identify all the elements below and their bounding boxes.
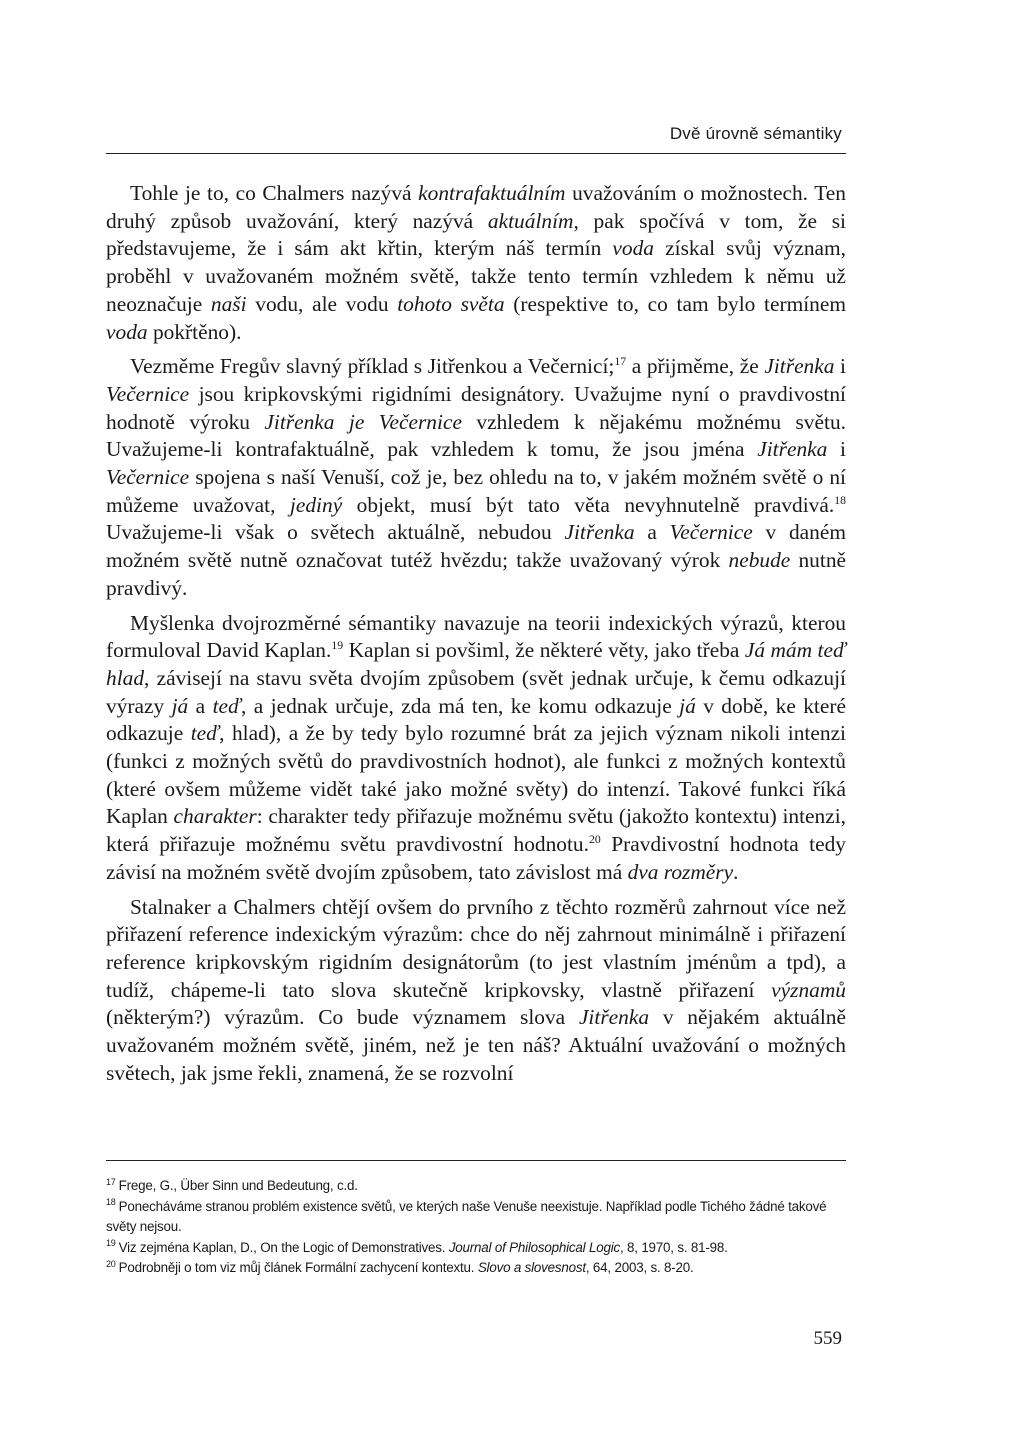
body-text <box>106 180 846 1095</box>
italic-term: Jitřenka <box>578 1005 650 1030</box>
page-number: 559 <box>813 1328 842 1349</box>
italic-term: Jitřenka <box>764 354 835 379</box>
italic-term: já <box>171 693 189 718</box>
footnote-number: 19 <box>106 1238 116 1249</box>
paragraph-2: Vezměme Fregův slavný příklad s Jitřenkou a Večernicí;$^{17}$ a přijměme, že Jitřenka i Večernice jsou kripkovskými rigidními designátory. Uvažujme nyní o pravdivostní hodnotě výroku Jitřenka je Večernice vzhledem k nějakému možnému světu. Uvažujeme-li kontrafaktuálně, pak vzhledem k tomu, že jsou jména Jitřenka i Večernice spojena s naší Venuší, což je, bez ohledu na to, v jakém možném světě o ní můžeme uvažovat, jediný objekt, musí být tato věta nevyhnutelně pravdivá.$^{18}$ Uvažujeme-li však o světech aktuálně, nebudou Jitřenka a Večernice v daném možném světě nutně označovat tutéž hvězdu; takže uvažovaný výrok nebude nutně pravdivý. <box>106 354 847 600</box>
footnote-text: Viz zejména Kaplan, D., On the Logic of Demonstratives. Journal of Philosophical Logic, 8, 1970, s. 81-98. <box>118 1239 728 1255</box>
footnote-text: Frege, G., Über Sinn und Bedeutung, c.d. <box>118 1178 358 1193</box>
footnotes <box>106 1176 846 1279</box>
italic-term: teď <box>212 693 242 718</box>
footnote-number: 20 <box>106 1258 116 1269</box>
italic-term: Journal of Philosophical Logic <box>448 1239 620 1255</box>
footnote-ref: 17 <box>614 355 627 369</box>
footnote-rule <box>106 1160 846 1161</box>
italic-term: voda <box>612 236 655 261</box>
italic-term: naši <box>210 291 247 316</box>
footnote-ref: 20 <box>588 833 601 847</box>
footnote-18 <box>106 1197 846 1238</box>
footnote-20 <box>106 1258 846 1279</box>
footnote-17 <box>106 1176 846 1197</box>
footnote-text: Podrobněji o tom viz můj článek Formální zachycení kontextu. Slovo a slovesnost, 64, 2003, s. 8-20. <box>118 1260 694 1275</box>
footnote-text: Ponecháváme stranou problém existence světů, ve kterých naše Venuše neexistuje. Například podle Tichého žádné takové světy nejsou. <box>106 1198 827 1234</box>
footnote-19 <box>106 1238 846 1259</box>
italic-term: Jitřenka <box>564 520 635 545</box>
italic-term: dva rozměry <box>627 859 734 884</box>
italic-term: voda <box>106 319 148 344</box>
italic-term: Já mám teď hlad <box>106 638 846 690</box>
italic-term: teď <box>190 721 220 746</box>
italic-term: významů <box>771 977 846 1002</box>
footnote-number: 17 <box>106 1176 116 1187</box>
paragraph-4: Stalnaker a Chalmers chtějí ovšem do prvního z těchto rozměrů zahrnout více než přiřazení reference indexickým výrazům: chce do něj zahrnout minimálně i přiřazení reference kripkovským rigidním designátorům (to jest vlastním jménům a tpd), a tudíž, chápeme-li tato slova skutečně kripkovsky, vlastně přiřazení významů (některým?) výrazům. Co bude významem slova Jitřenka v nějakém aktuálně uvažovaném možném světě, jiném, než je ten náš? Aktuální uvažování o možných světech, jak jsme řekli, znamená, že se rozvolní <box>106 894 846 1085</box>
italic-term: kontrafaktuálním <box>418 181 566 205</box>
paragraph-1: Tohle je to, co Chalmers nazývá kontrafaktuálním uvažováním o možnostech. Ten druhý způsob uvažování, který nazývá aktuálním, pak spočívá v tom, že si představujeme, že i sám akt křtin, kterým náš termín voda získal svůj význam, proběhl v uvažovaném možném světě, takže tento termín vzhledem k němu už neoznačuje naši vodu, ale vodu tohoto světa (respektive to, co tam bylo termínem voda pokřtěno). <box>106 181 847 344</box>
italic-term: charakter <box>173 804 257 829</box>
italic-term: tohoto světa <box>397 291 505 316</box>
italic-term: Jitřenka je Večernice <box>264 409 462 434</box>
italic-term: já <box>679 693 696 718</box>
italic-term: Večernice <box>669 520 753 545</box>
italic-term: Večernice <box>106 381 190 406</box>
paragraph-3: Myšlenka dvojrozměrné sémantiky navazuje na teorii indexických výrazů, kterou formuloval David Kaplan.$^{19}$ Kaplan si povšiml, že některé věty, jako třeba Já mám teď hlad, závisejí na stavu světa dvojím způsobem (svět jednak určuje, k čemu odkazují výrazy já a teď, a jednak určuje, zda má ten, ke komu odkazuje já v době, ke které odkazuje teď, hlad), a že by tedy bylo rozumné brát za jejich význam nikoli intenzi (funkci z možných světů do pravdivostních hodnot), ale funkci z možných kontextů (které ovšem můžeme vidět také jako možné světy) do intenzí. Takové funkci říká Kaplan charakter: charakter tedy přiřazuje možnému světu (jakožto kontextu) intenzi, která přiřazuje možnému světu pravdivostní hodnotu.$^{20}$ Pravdivostní hodnota tedy závisí na možném světě dvojím způsobem, tato závislost má dva rozměry. <box>106 610 847 884</box>
italic-term: Slovo a slovesnost <box>477 1260 586 1275</box>
footnote-ref: 19 <box>331 639 344 653</box>
italic-term: nebude <box>728 548 791 573</box>
running-head: Dvě úrovně sémantiky <box>669 124 842 143</box>
italic-term: jediný <box>289 492 343 517</box>
italic-term: aktuálním <box>487 208 574 233</box>
header-rule <box>106 153 846 154</box>
italic-term: Jitřenka <box>757 437 828 462</box>
footnote-ref: 18 <box>834 493 846 507</box>
footnote-number: 18 <box>106 1197 116 1208</box>
italic-term: Večernice <box>106 465 190 490</box>
